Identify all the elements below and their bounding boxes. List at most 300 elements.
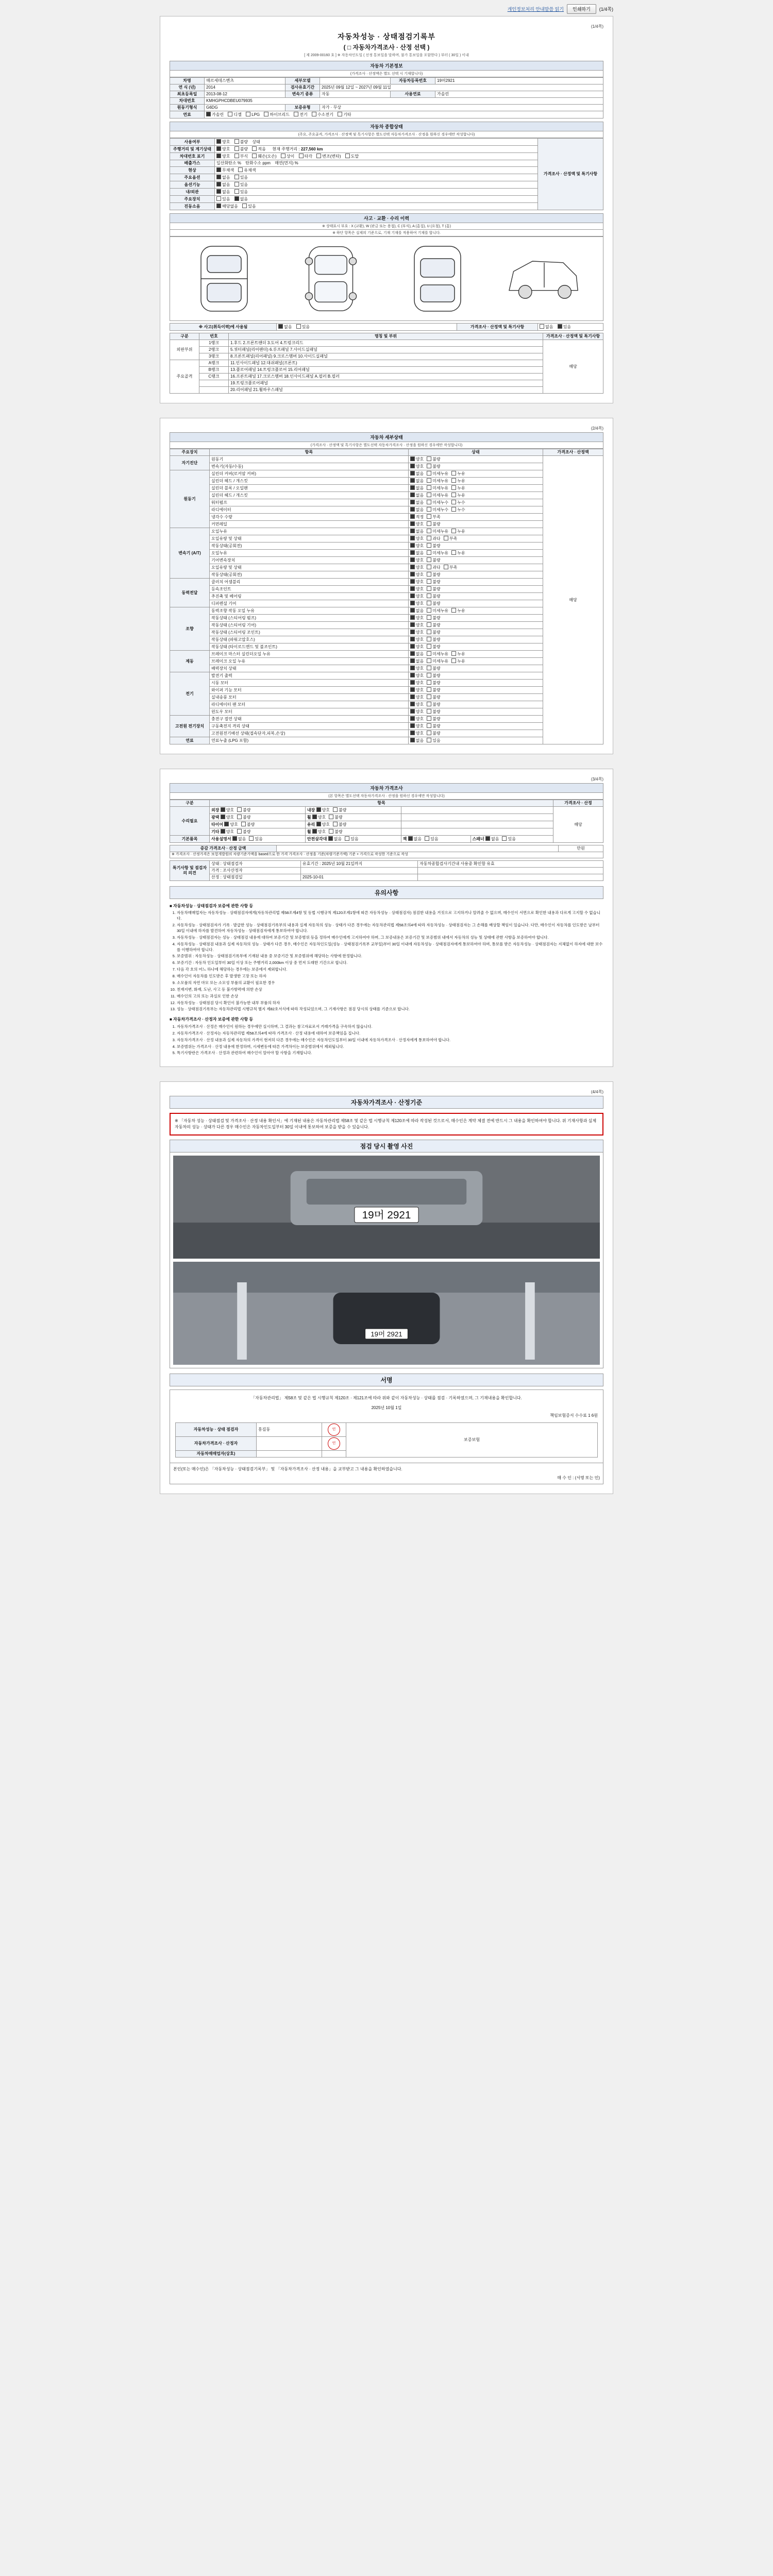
price-cell-pad-2 — [401, 821, 553, 828]
detail-5-2-opt-0[interactable]: 양호 — [410, 666, 424, 671]
table-row — [170, 665, 603, 672]
detail-state-1-6 — [408, 514, 543, 521]
detail-price-cell: 해당 — [543, 456, 603, 744]
accident-right-value — [538, 324, 603, 331]
value-warranty: 자가 · 무상 — [320, 105, 603, 111]
detail-6-5-opt-0[interactable]: 양호 — [410, 709, 424, 715]
detail-3-2-opt-1[interactable]: 불량 — [427, 594, 440, 599]
detail-3-0-opt-1[interactable]: 불량 — [427, 579, 440, 585]
use-opt-no[interactable]: 불량 — [234, 139, 248, 145]
detail-2-5-opt-1[interactable]: 과다 — [427, 565, 440, 570]
detail-item-4-2: 작동상태 (스티어링 기어) — [210, 622, 409, 629]
detail-6-3-opt-0[interactable]: 양호 — [410, 694, 424, 700]
table-row — [170, 680, 603, 687]
detail-3-1-opt-1[interactable]: 불량 — [427, 586, 440, 592]
detail-item-6-0: 발전기 출력 — [210, 672, 409, 680]
value-engine: G6DG — [205, 105, 285, 111]
detail-item-7-0: 충전구 절연 상태 — [210, 716, 409, 723]
detail-1-4-opt-2[interactable]: 누수 — [451, 500, 465, 505]
detail-2-0-opt-1[interactable]: 미세누유 — [427, 529, 448, 534]
detail-2-1-opt-2[interactable]: 부족 — [444, 536, 457, 541]
detail-1-4-opt-0[interactable]: 없음 — [410, 500, 424, 505]
detail-4-1-opt-0[interactable]: 양호 — [410, 615, 424, 621]
mileage-opt-2[interactable]: 적음 — [252, 146, 265, 152]
detail-1-7-opt-1[interactable]: 불량 — [427, 521, 440, 527]
detail-3-2-opt-0[interactable]: 양호 — [410, 594, 424, 599]
detail-2-2-opt-1[interactable]: 불량 — [427, 543, 440, 549]
car-rear-view-icon — [399, 240, 476, 317]
detail-1-7-opt-0[interactable]: 양호 — [410, 521, 424, 527]
table-price — [170, 800, 603, 843]
detail-state-7-1 — [408, 723, 543, 730]
detail-2-0-opt-0[interactable]: 없음 — [410, 529, 424, 534]
notice-2-item: 5. 특기사항란은 가격조사 · 산정과 관련하여 매수인이 알아야 할 사항을 기재합니다. — [177, 1050, 603, 1056]
fuel-option-group — [205, 111, 603, 118]
detail-1-1-opt-1[interactable]: 미세누유 — [427, 478, 448, 484]
notice-1-item: 12. 자동차성능 · 상태점검 당시 확인이 불가능한 내부 부품의 하자 — [177, 1001, 603, 1006]
detail-3-1-opt-0[interactable]: 양호 — [410, 586, 424, 592]
detail-state-1-2 — [408, 485, 543, 492]
price-cell-4-0: 사용설명서 없음 있음 — [210, 836, 306, 843]
detail-text-2: 8.프론트패널(리어패널) 9.크로스멤버 10.사이드실패널 — [229, 353, 543, 360]
detail-item-4-3: 작동상태 (스티어링 조인트) — [210, 629, 409, 636]
detail-2-4-opt-1[interactable]: 불량 — [427, 557, 440, 563]
detail-1-0-opt-1[interactable]: 미세누유 — [427, 471, 448, 477]
detail-rank-1: 2랭크 — [199, 347, 229, 353]
notice-title: 유의사항 — [170, 886, 603, 899]
page-subtitle: ( □ 자동차가격조사 · 산정 선택 ) — [343, 44, 430, 51]
detail-2-2-opt-0[interactable]: 양호 — [410, 543, 424, 549]
vin-opt-3[interactable]: 상이 — [281, 154, 294, 159]
price-0-1-opt-0[interactable]: 양호 — [316, 807, 330, 813]
label-inspection: 검사유효기간 — [285, 84, 320, 91]
sign-row-2-stamp — [322, 1451, 346, 1458]
page-number-1: (1/4쪽) — [591, 24, 603, 29]
sign-row-0-value: 홍길동 — [257, 1423, 322, 1437]
notice-1-item: 1. 자동차매매업자는 자동차성능 · 상태점검자에게(자동차관리법 제58조제4항 및 동법 시행규칙 제120조제1항에 따른 자동차성능 · 상태점검자) 점검한 내용을 거짓으로 고지하거나 알려줄 수 없으며, 매수인이 서면으로 확인한 내용과 다르게 고지할 수 없습니다. — [177, 910, 603, 922]
price-2-1-opt-1[interactable]: 불량 — [333, 822, 346, 827]
detail-1-0-opt-0[interactable]: 없음 — [410, 471, 424, 477]
detail-text-1: 5.쿼터패널(리어팬더) 6.루프패널 7.사이드실패널 — [229, 347, 543, 353]
detail-item-3-0: 클러치 어셈블리 — [210, 579, 409, 586]
sheet-page-2 — [160, 418, 613, 754]
notice-head-2: ■ 자동차가격조사 · 산정자 보증에 관한 사항 등 — [170, 1017, 254, 1022]
detail-item-3-1: 등속조인트 — [210, 586, 409, 593]
detail-6-4-opt-1[interactable]: 불량 — [427, 702, 440, 707]
vin-opt-1[interactable]: 부식 — [234, 154, 248, 159]
maindev-0[interactable]: 있음 — [216, 196, 230, 202]
detail-item-6-3: 실내송풍 모터 — [210, 694, 409, 701]
noise-1[interactable]: 있음 — [242, 204, 256, 209]
detail-5-0-opt-0[interactable]: 없음 — [410, 651, 424, 657]
detail-5-1-opt-2[interactable]: 누유 — [451, 658, 465, 664]
detail-0-0-opt-1[interactable]: 불량 — [427, 456, 440, 462]
interior-0[interactable]: 없음 — [216, 189, 230, 195]
notice-1-item: 4. 자동차성능 · 상태점검 내용과 실제 자동차의 성능 · 상태가 다른 경우, 매수인은 자동차인도일(성능 · 상태점검기록부 교부일)부터 30일 이내에 자동차성능 · 상태점검자에게 통보하여야 하며, 통보를 받은 자동차성능 · 상태점검자는 지체없이 하자에 대한 보수를 이행하여야 합니다. — [177, 942, 603, 953]
detail-4-0-opt-0[interactable]: 없음 — [410, 608, 424, 614]
detail-6-3-opt-1[interactable]: 불량 — [427, 694, 440, 700]
detail-2-6-opt-0[interactable]: 양호 — [410, 572, 424, 578]
detail-1-3-opt-0[interactable]: 없음 — [410, 493, 424, 498]
accident-right-opt-yes[interactable]: 있음 — [558, 324, 571, 330]
notice-1-item: 7. 다음 각 호의 어느 하나에 해당하는 경우에는 보증에서 제외합니다. — [177, 967, 603, 973]
detail-state-2-4 — [408, 557, 543, 564]
price-head-2: 가격조사 · 산정 — [553, 800, 603, 807]
sign-row-2-label: 자동차매매업자(상호) — [176, 1451, 257, 1458]
page-number-3: (3/4쪽) — [591, 777, 603, 782]
value-fuel: 가솔린 — [435, 91, 603, 98]
mileage-value: 227,560 km — [300, 147, 323, 151]
table-row — [170, 586, 603, 593]
row-label-5: 주요옵션 — [170, 174, 215, 181]
use-opt-yes[interactable]: 양호 — [216, 139, 230, 145]
detail-1-3-opt-1[interactable]: 미세누유 — [427, 493, 448, 498]
table-row — [170, 521, 603, 528]
vin-opt-2[interactable]: 훼손(오손) — [252, 154, 276, 159]
detail-item-4-4: 작동상태 (파워고압호스) — [210, 636, 409, 643]
noise-0[interactable]: 해당없음 — [216, 204, 238, 209]
label-engine: 원동기형식 — [170, 105, 205, 111]
detail-6-5-opt-1[interactable]: 불량 — [427, 709, 440, 715]
detail-1-6-opt-1[interactable]: 부족 — [427, 514, 440, 520]
detail-5-1-opt-1[interactable]: 미세누유 — [427, 658, 448, 664]
detail-right: 해당 — [543, 340, 603, 394]
row-label-3: 배출가스 — [170, 160, 215, 167]
detail-5-2-opt-1[interactable]: 불량 — [427, 666, 440, 671]
notice-2-item: 4. 보증범위는 가격조사 · 산정 내용에 한정하며, 시세변동에 따른 가격차이는 보증범위에서 제외됩니다. — [177, 1044, 603, 1050]
detail-6-2-opt-0[interactable]: 양호 — [410, 687, 424, 693]
detail-state-2-0 — [408, 528, 543, 535]
vin-opt-6[interactable]: 도말 — [345, 154, 359, 159]
accident-opt-yes[interactable]: 있음 — [296, 324, 310, 330]
detail-rank-0: 1랭크 — [199, 340, 229, 347]
detail-item-1-3: 실린더 헤드 / 개스킷 — [210, 492, 409, 499]
sheet-page-4 — [160, 1081, 613, 1494]
table-row — [170, 730, 603, 737]
fuel-opt-4[interactable]: 전기 — [294, 112, 307, 117]
detail-7-2-opt-0[interactable]: 양호 — [410, 731, 424, 736]
price-3-1-opt-0[interactable]: 양호 — [312, 829, 326, 835]
detail-state-3-0 — [408, 579, 543, 586]
detail-2-3-opt-2[interactable]: 누유 — [451, 550, 465, 556]
detail-item-2-6: 작동상태(공회전) — [210, 571, 409, 579]
accident-right-label: 가격조사 · 산정액 및 특기사항 — [457, 324, 538, 331]
detail-group-2: 변속기 (A/T) — [170, 528, 210, 579]
section-price-bar: 자동차 가격조사 — [170, 783, 603, 793]
opt-func-1[interactable]: 있음 — [234, 182, 248, 188]
detail-4-2-opt-0[interactable]: 양호 — [410, 622, 424, 628]
detail-state-0-0 — [408, 456, 543, 463]
detail-state-6-4 — [408, 701, 543, 708]
detail-4-3-opt-0[interactable]: 양호 — [410, 630, 424, 635]
opt-func-0[interactable]: 없음 — [216, 182, 230, 188]
detail-4-4-opt-0[interactable]: 양호 — [410, 637, 424, 642]
detail-item-1-4: 워터펌프 — [210, 499, 409, 506]
detail-item-2-5: 오일유량 및 상태 — [210, 564, 409, 571]
fuel-opt-3[interactable]: 하이브리드 — [264, 112, 290, 117]
row-label-6: 옵션기능 — [170, 181, 215, 189]
detail-0-1-opt-0[interactable]: 양호 — [410, 464, 424, 469]
detail-7-0-opt-0[interactable]: 양호 — [410, 716, 424, 722]
price-4-2-opt-0[interactable]: 없음 — [408, 836, 422, 842]
sign-row-1-label: 자동차가격조사 · 산정자 — [176, 1437, 257, 1451]
detail-2-3-opt-0[interactable]: 없음 — [410, 550, 424, 556]
price-4-0-opt-0[interactable]: 없음 — [232, 836, 246, 842]
remarks-r2-c1: 산정 : 상태점검일 — [210, 874, 301, 880]
detail-2-4-opt-0[interactable]: 양호 — [410, 557, 424, 563]
detail-item-4-5: 작동상태 (타이로드엔드 및 볼조인트) — [210, 643, 409, 651]
label-transmission: 변속기 종류 — [285, 91, 320, 98]
price-head-0: 구분 — [170, 800, 210, 807]
detail-5-0-opt-2[interactable]: 누유 — [451, 651, 465, 657]
detail-4-0-opt-1[interactable]: 미세누유 — [427, 608, 448, 614]
detail-7-1-opt-0[interactable]: 양호 — [410, 723, 424, 729]
detail-4-3-opt-1[interactable]: 불량 — [427, 630, 440, 635]
detail-item-0-0: 원동기 — [210, 456, 409, 463]
detail-state-4-2 — [408, 622, 543, 629]
price-2-1-opt-0[interactable]: 양호 — [316, 822, 330, 827]
detail-item-5-0: 브레이크 마스터 실린더오일 누유 — [210, 651, 409, 658]
vin-opt-0[interactable]: 양호 — [216, 154, 230, 159]
detail-group-8: 연료 — [170, 737, 210, 744]
detail-1-1-opt-0[interactable]: 없음 — [410, 478, 424, 484]
row-value-6 — [215, 181, 538, 189]
remarks-r2-c2: 2025-10-01 — [301, 874, 418, 880]
detail-2-5-opt-2[interactable]: 부족 — [444, 565, 457, 570]
maindev-1[interactable]: 없음 — [234, 196, 248, 202]
detail-state-5-2 — [408, 665, 543, 672]
fuel-opt-6[interactable]: 기타 — [338, 112, 351, 117]
remarks-r1-c3 — [418, 867, 603, 874]
emission-smoke: 매연(먼지) % — [275, 161, 298, 165]
vin-opt-4[interactable]: 타각 — [299, 154, 312, 159]
use-extra: 상태 — [252, 140, 260, 144]
detail-1-2-opt-2[interactable]: 누유 — [451, 485, 465, 491]
price-cell-1-0: 광택 양호 불량 — [210, 814, 306, 821]
price-3-0-opt-1[interactable]: 불량 — [237, 829, 250, 835]
detail-4-0-opt-2[interactable]: 누유 — [451, 608, 465, 614]
detail-item-1-0: 실린더 커버(로커암 커버) — [210, 470, 409, 478]
section-detail-note: (가격조사 · 산정액 및 특기사항은 별도선택 자동차가격조사 · 산정을 원하신 경우에만 작성합니다) — [170, 442, 603, 449]
detail-group-0: 자기진단 — [170, 456, 210, 470]
detail-1-5-opt-2[interactable]: 누수 — [451, 507, 465, 513]
price-4-3-opt-0[interactable]: 없음 — [485, 836, 499, 842]
price-4-2-opt-1[interactable]: 있음 — [425, 836, 438, 842]
detail-state-4-4 — [408, 636, 543, 643]
detail-4-2-opt-1[interactable]: 불량 — [427, 622, 440, 628]
price-cell-0-1: 내장 양호 불량 — [305, 807, 401, 814]
detail-text-7: 20.리어패널 21.휠하우스패널 — [229, 387, 543, 394]
table-row — [170, 463, 603, 470]
price-4-0-opt-1[interactable]: 있음 — [249, 836, 262, 842]
value-submodel — [320, 78, 391, 84]
mileage-opt-1[interactable]: 불량 — [234, 146, 248, 152]
value-carname: 매르세데스벤츠 — [205, 78, 285, 84]
table-row — [170, 607, 603, 615]
detail-state-2-2 — [408, 543, 543, 550]
detail-7-2-opt-1[interactable]: 불량 — [427, 731, 440, 736]
label-vin: 차대번호 — [170, 98, 205, 105]
table-row — [170, 716, 603, 723]
detail-text-5: 16.프론트패널 17.크로스멤버 18.인사이드패널 A.필러 B.필러 — [229, 374, 543, 380]
detail-8-0-opt-1[interactable]: 있음 — [427, 738, 440, 743]
detail-2-0-opt-2[interactable]: 누유 — [451, 529, 465, 534]
detail-1-2-opt-0[interactable]: 없음 — [410, 485, 424, 491]
print-button[interactable]: 인쇄하기 — [567, 4, 596, 14]
sign-section-title: 서명 — [170, 1374, 603, 1386]
row-value-7 — [215, 189, 538, 196]
label-year: 연 식 (년) — [170, 84, 205, 91]
page-subnote: [ 제 2009-00160 호 ] ※ 자동차인도일 ( 선정 통보일을 말하며, 불가 통보일을 포함한다 ) 부터 ( 30일 ) 이내 — [304, 54, 469, 57]
label-carname: 차명 — [170, 78, 205, 84]
photo-front-view — [173, 1156, 600, 1259]
detail-item-2-1: 오일유량 및 상태 — [210, 535, 409, 543]
notice-head-1: ■ 자동차성능 · 상태점검자 보증에 관한 사항 등 — [170, 903, 254, 908]
detail-2-3-opt-1[interactable]: 미세누유 — [427, 550, 448, 556]
detail-0-0-opt-0[interactable]: 양호 — [410, 456, 424, 462]
interior-1[interactable]: 있음 — [234, 189, 248, 195]
detail-1-3-opt-2[interactable]: 누유 — [451, 493, 465, 498]
notice-2-item: 3. 자동차가격조사 · 산정 내용과 실제 자동차의 가격이 현저히 다른 경우에는 매수인은 자동차인도일부터 30일 이내에 자동차가격조사 · 산정자에게 통보하여야 합니다. — [177, 1038, 603, 1043]
detail-5-0-opt-1[interactable]: 미세누유 — [427, 651, 448, 657]
detail-4-1-opt-1[interactable]: 불량 — [427, 615, 440, 621]
table-row — [170, 600, 603, 607]
table-row — [170, 564, 603, 571]
privacy-link[interactable]: 개인정보처리 안내말씀 읽기 — [507, 7, 564, 12]
label-submodel: 세부모델 — [285, 78, 320, 84]
table-overall — [170, 138, 603, 210]
detail-4-5-opt-1[interactable]: 불량 — [427, 644, 440, 650]
price-3-1-opt-1[interactable]: 불량 — [329, 829, 342, 835]
detail-state-1-5 — [408, 506, 543, 514]
detail-state-2-6 — [408, 571, 543, 579]
detail-state-6-1 — [408, 680, 543, 687]
detail-1-0-opt-2[interactable]: 누유 — [451, 471, 465, 477]
price-1-0-opt-0[interactable]: 양호 — [221, 815, 234, 820]
detail-item-6-2: 와이퍼 기능 모터 — [210, 687, 409, 694]
section-price-note: (본 항목은 별도선택 자동차가격조사 · 산정을 원하신 경우에만 작성합니다) — [170, 793, 603, 800]
detail-1-1-opt-2[interactable]: 누유 — [451, 478, 465, 484]
table-row — [170, 821, 603, 828]
value-firstreg: 2013-08-12 — [205, 91, 285, 98]
vin-opt-5[interactable]: 변조(변타) — [316, 154, 341, 159]
detail-0-1-opt-1[interactable]: 불량 — [427, 464, 440, 469]
detail-4-4-opt-1[interactable]: 불량 — [427, 637, 440, 642]
detail-item-4-0: 동력조향 작동 오일 누유 — [210, 607, 409, 615]
detail-1-5-opt-0[interactable]: 없음 — [410, 507, 424, 513]
opt-main-0[interactable]: 없음 — [216, 175, 230, 180]
remarks-r1-c1: 가격 : 조사산정자 — [210, 867, 301, 874]
price-1-1-opt-1[interactable]: 불량 — [329, 815, 342, 820]
label-plate: 자동차등록번호 — [391, 78, 435, 84]
detail-6-2-opt-1[interactable]: 불량 — [427, 687, 440, 693]
detail-1-4-opt-1[interactable]: 미세누수 — [427, 500, 448, 505]
detail-3-3-opt-0[interactable]: 양호 — [410, 601, 424, 606]
detail-state-3-1 — [408, 586, 543, 593]
opt-main-1[interactable]: 있음 — [234, 175, 248, 180]
notice-1-item: 11. 매수인의 고의 또는 과실로 인한 손상 — [177, 994, 603, 999]
price-0-0-opt-0[interactable]: 양호 — [221, 807, 234, 813]
detail-7-1-opt-1[interactable]: 불량 — [427, 723, 440, 729]
accident-opt-none[interactable]: 없음 — [278, 324, 292, 330]
table-row — [170, 701, 603, 708]
sign-amount: 책임보험증서 수수료 1 6원 — [550, 1413, 598, 1418]
mileage-label: 현재 주행거리 — [272, 147, 298, 151]
table-row — [170, 723, 603, 730]
detail-1-2-opt-1[interactable]: 미세누유 — [427, 485, 448, 491]
detail-6-4-opt-0[interactable]: 양호 — [410, 702, 424, 707]
price-0-1-opt-1[interactable]: 불량 — [333, 807, 346, 813]
accident-right-opt-none[interactable]: 없음 — [540, 324, 553, 330]
detail-item-2-2: 작동상태(공회전) — [210, 543, 409, 550]
price-4-3-opt-1[interactable]: 있음 — [502, 836, 515, 842]
accident-bottom-value — [277, 324, 457, 331]
color-opt-1[interactable]: 유채색 — [238, 167, 256, 173]
photo-section-title: 점검 당시 촬영 사진 — [170, 1140, 603, 1153]
price-2-0-opt-1[interactable]: 불량 — [241, 822, 255, 827]
sign-row-0-stamp: 인 — [322, 1423, 346, 1437]
detail-2-1-opt-0[interactable]: 양호 — [410, 536, 424, 541]
detail-6-1-opt-0[interactable]: 양호 — [410, 680, 424, 686]
table-row — [170, 658, 603, 665]
detail-3-0-opt-0[interactable]: 양호 — [410, 579, 424, 585]
price-cell-4-2: 잭 없음 있음 — [401, 836, 470, 843]
price-1-0-opt-1[interactable]: 불량 — [237, 815, 250, 820]
row-value-0 — [215, 139, 538, 146]
price-total-label: 증감 가격조사 · 산정 금액 — [170, 845, 277, 852]
detail-state-4-0 — [408, 607, 543, 615]
detail-state-3-2 — [408, 593, 543, 600]
fuel-opt-5[interactable]: 수소전기 — [312, 112, 333, 117]
price-2-0-opt-0[interactable]: 양호 — [224, 822, 238, 827]
detail-6-0-opt-0[interactable]: 양호 — [410, 673, 424, 679]
detail-item-2-3: 오일누유 — [210, 550, 409, 557]
page-number-4: (4/4쪽) — [591, 1090, 603, 1095]
detail-2-1-opt-1[interactable]: 과다 — [427, 536, 440, 541]
detail-2-6-opt-1[interactable]: 불량 — [427, 572, 440, 578]
color-opt-0[interactable]: 무채색 — [216, 167, 234, 173]
detail-4-5-opt-0[interactable]: 양호 — [410, 644, 424, 650]
price-0-0-opt-1[interactable]: 불량 — [237, 807, 250, 813]
detail-1-5-opt-1[interactable]: 미세누수 — [427, 507, 448, 513]
detail-state-5-1 — [408, 658, 543, 665]
row-label-0: 사용여부 — [170, 139, 215, 146]
detail-7-0-opt-1[interactable]: 불량 — [427, 716, 440, 722]
price-4-1-opt-0[interactable]: 없음 — [328, 836, 342, 842]
detail-1-6-opt-0[interactable]: 적정 — [410, 514, 424, 520]
detail-rank-5: C랭크 — [199, 374, 229, 380]
fuel-opt-2[interactable]: LPG — [246, 112, 260, 117]
price-1-1-opt-0[interactable]: 양호 — [312, 815, 326, 820]
detail-2-5-opt-0[interactable]: 양호 — [410, 565, 424, 570]
mileage-opt-0[interactable]: 양호 — [216, 146, 230, 152]
price-3-0-opt-0[interactable]: 양호 — [221, 829, 234, 835]
sheet-page-3 — [160, 769, 613, 1067]
price-group-repair: 수리필요 — [170, 807, 210, 836]
fuel-opt-0[interactable]: 가솔린 — [206, 112, 224, 117]
detail-item-1-1: 실린더 헤드 / 개스킷 — [210, 478, 409, 485]
detail-3-3-opt-1[interactable]: 불량 — [427, 601, 440, 606]
notice-1-item: 13. 성능 · 상태점검기록부는 자동차관리법 시행규칙 별지 제82호서식에 따라 작성되었으며, 그 기재사항은 점검 당시의 상태를 기준으로 합니다. — [177, 1007, 603, 1012]
price-4-1-opt-1[interactable]: 있음 — [345, 836, 358, 842]
detail-6-0-opt-1[interactable]: 불량 — [427, 673, 440, 679]
detail-item-2-0: 오일누유 — [210, 528, 409, 535]
row-value-9 — [215, 203, 538, 210]
fuel-opt-1[interactable]: 디젤 — [228, 112, 241, 117]
detail-8-0-opt-0[interactable]: 없음 — [410, 738, 424, 743]
detail-5-1-opt-0[interactable]: 없음 — [410, 658, 424, 664]
detail-6-1-opt-1[interactable]: 불량 — [427, 680, 440, 686]
